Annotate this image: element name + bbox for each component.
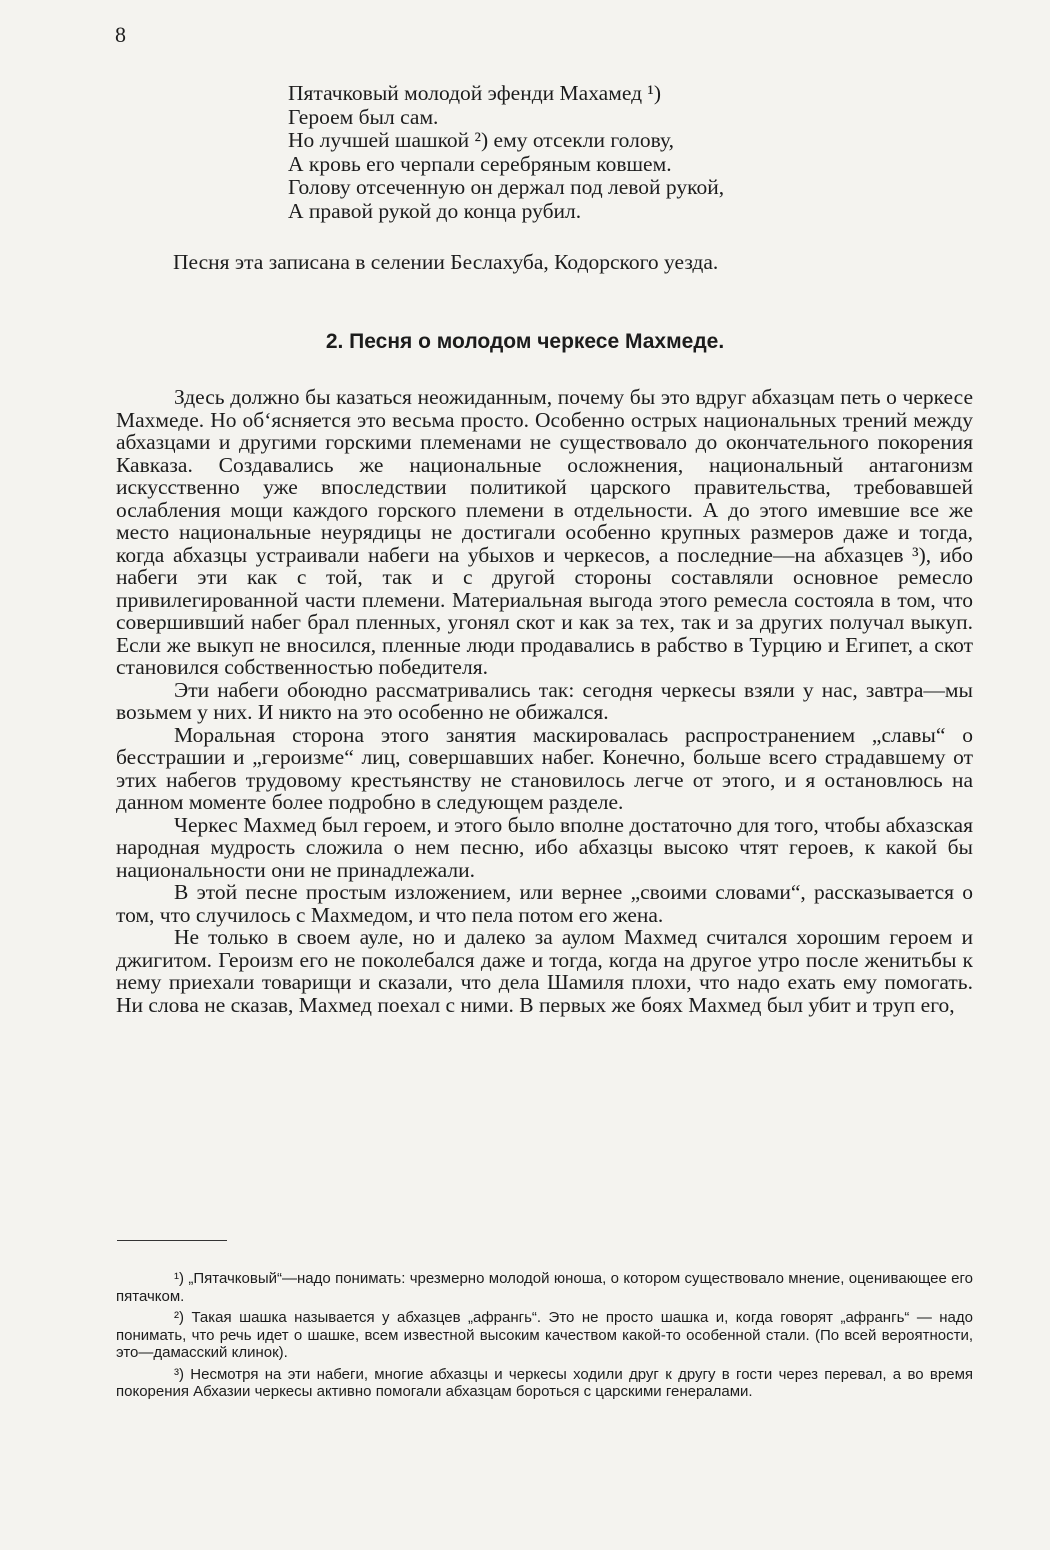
paragraph: Здесь должно бы казаться неожиданным, почему бы это вдруг абхазцам петь о черкесе Махмеде. Но об‘ясняется это весьма просто. Особенно острых национальных трений между абхазцами и другими горскими племенами не существовало до окончательного покорения Кавказа. Создавались же национальные осложнения, национальный антагонизм искусственно уже впоследствии политикой царского правительства, требовавшей ослабления мощи каждого горского племени в отдельности. А до этого имевшие все же место национальные неурядицы не достигали особенно крупных размеров даже и тогда, когда абхазцы устраивали набеги на убыхов и черкесов, а последние—на абхазцев ³), ибо набеги эти как с той, так и с другой стороны составляли основное ремесло привилегированной части племени. Материальная выгода этого ремесла состояла в том, что совершивший набег брал пленных, угонял скот и как за тех, так и за других получал выкуп. Если же выкуп не вносился, пленные люди продавались в рабство в Турцию и Египет, а скот становился собственностью победителя. [116,385,973,679]
body-text [116,386,973,1016]
footnote: ³) Несмотря на эти набеги, многие абхазцы и черкесы ходили друг к другу в гости через перевал, а во время покорения Абхазии черкесы активно помогали абхазцам бороться с царскими генералами. [116,1365,973,1400]
footnote: ²) Такая шашка называется у абхазцев „афрангь“. Это не просто шашка и, когда говорят „афрангь“ — надо понимать, что речь идет о шашке, всем известной высоким качеством какой-то особенной стали. (По всей вероятности, это—дамасский клинок). [116,1309,973,1361]
paragraph: Эти набеги обоюдно рассматривались так: сегодня черкесы взяли у нас, завтра—мы возьмем у них. И никто на это особенно не обижался. [116,677,973,724]
poem [288,82,724,223]
poem-line: А правой рукой до конца рубил. [288,198,582,223]
poem-line: Пятачковый молодой эфенди Махамед ¹) [288,81,662,105]
poem-line: Голову отсеченную он держал под левой рукой, [288,175,725,199]
paragraph: В этой песне простым изложением, или вернее „своими словами“, рассказывается о том, что случилось с Махмедом, и что пела потом его жена. [116,880,973,927]
paragraph: Не только в своем ауле, но и далеко за аулом Махмед считался хорошим героем и джигитом. Героизм его не поколебался даже и тогда, когда на другое утро после женитьбы к нему приехали товарищи и сказали, что дела Шамиля плохи, что надо ехать ему помогать. Ни слова не сказав, Махмед поехал с ними. В первых же боях Махмед был убит и труп его, [116,925,973,1017]
poem-line: Героем был сам. [288,104,439,129]
footnotes [116,1270,973,1405]
page-number: 8 [115,22,126,47]
section-heading: 2. Песня о молодом черкесе Махмеде. [325,330,725,353]
poem-source-note: Песня эта записана в селении Беслахуба, Кодорского уезда. [173,250,719,274]
paragraph: Моральная сторона этого занятия маскировалась распространением „славы“ о бесстрашии и „героизме“ лиц, совершавших набег. Конечно, больше всего страдавшему от этих набегов трудовому крестьянству не становилось легче от этого, и я остановлюсь на данном моменте более подробно в следующем разделе. [116,722,973,814]
footnote-divider [117,1240,227,1241]
footnote: ¹) „Пятачковый“—надо понимать: чрезмерно молодой юноша, о котором существовало мнение, оценивающее его пятачком. [116,1270,973,1305]
poem-line: А кровь его черпали серебряным ковшем. [288,151,672,176]
poem-line: Но лучшей шашкой ²) ему отсекли голову, [288,128,674,152]
paragraph: Черкес Махмед был героем, и этого было вполне достаточно для того, чтобы абхазская народная мудрость сложила о нем песню, ибо абхазцы высоко чтят героев, к какой бы национальности они не принадлежали. [116,812,973,882]
